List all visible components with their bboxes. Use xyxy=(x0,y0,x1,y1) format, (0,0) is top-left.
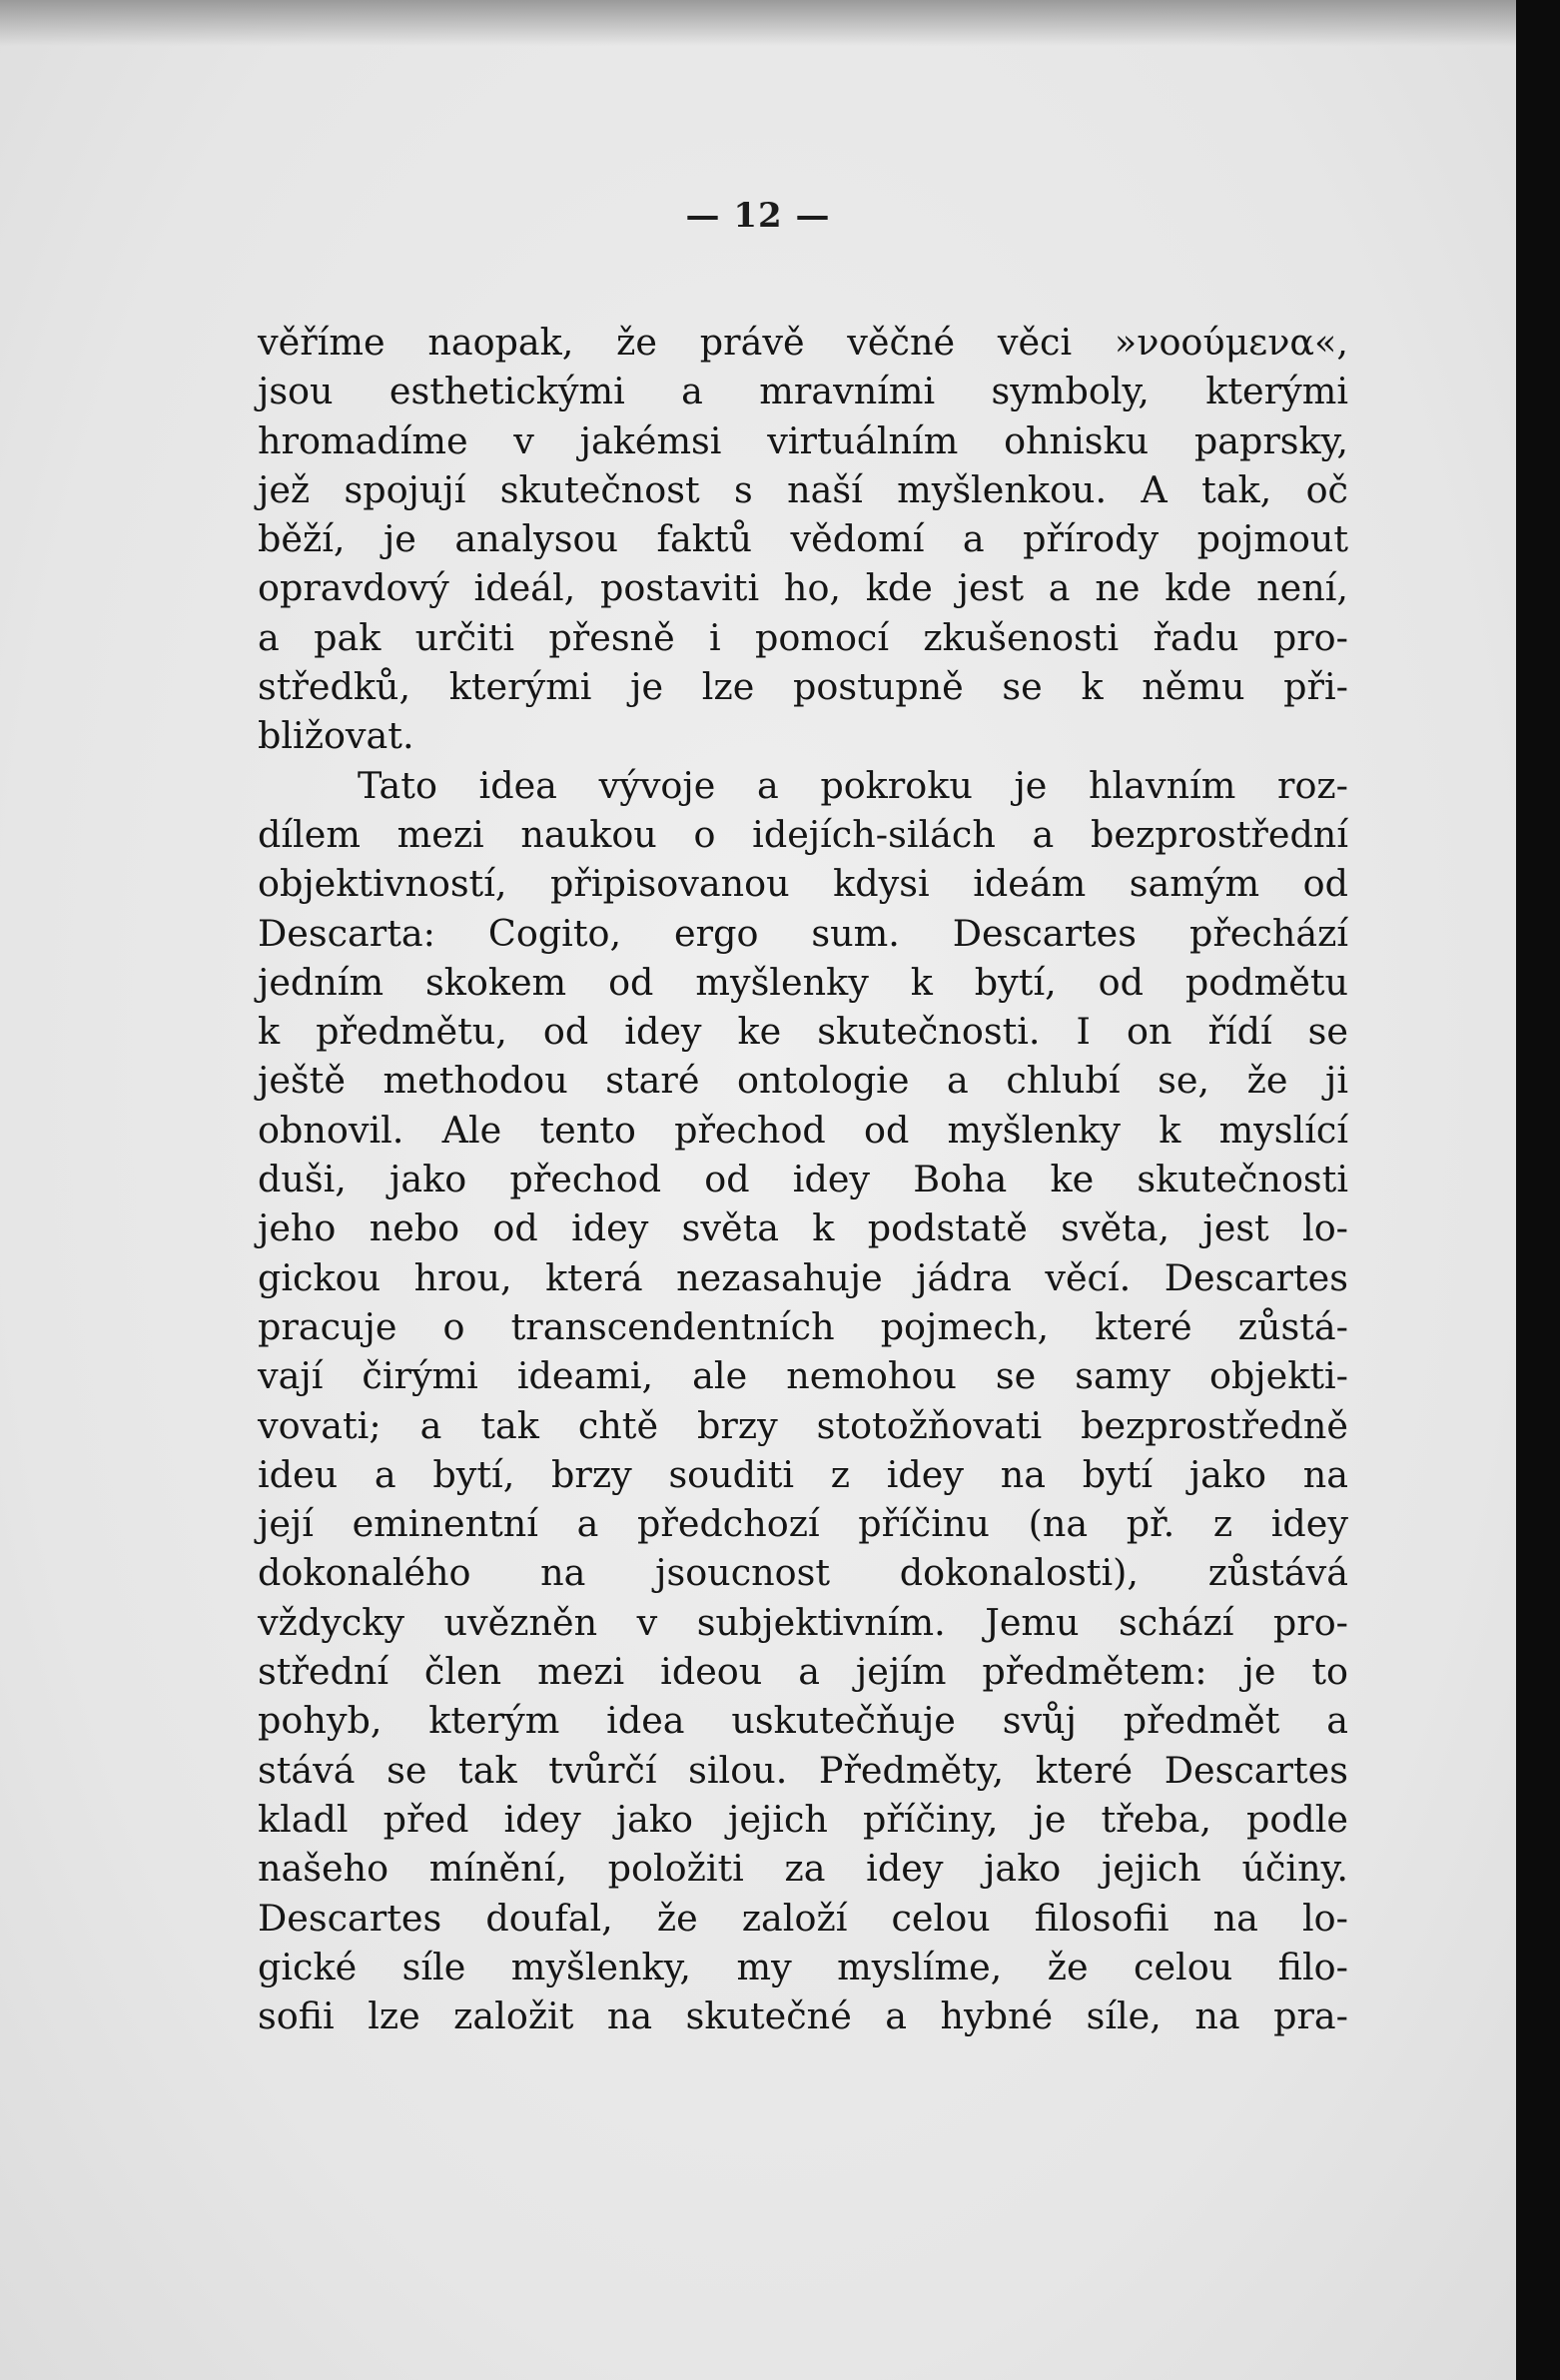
text-line: jež spojují skutečnost s naší myšlenkou. A tak, oč xyxy=(258,467,1348,511)
text-line: k předmětu, od idey ke skutečnosti. I on řídí se xyxy=(258,1010,1348,1054)
text-line: střední člen mezi ideou a jejím předmětem: je to xyxy=(258,1650,1348,1694)
text-line: středků, kterými je lze postupně se k němu při- xyxy=(258,665,1348,709)
text-line: Descartes doufal, že založí celou filosofii na lo- xyxy=(258,1896,1348,1940)
text-line: věříme naopak, že právě věčné věci »νοούμενα«, xyxy=(258,321,1348,364)
text-line: jedním skokem od myšlenky k bytí, od podmětu xyxy=(258,960,1348,1004)
page-number: — 12 — xyxy=(685,196,831,236)
text-line: sofii lze založit na skutečné a hybné síle, na pra- xyxy=(258,1994,1348,2038)
text-line: kladl před idey jako jejich příčiny, je třeba, podle xyxy=(258,1797,1348,1841)
text-line: objektivností, připisovanou kdysi ideám samým od xyxy=(258,862,1348,906)
text-line: vždycky uvězněn v subjektivním. Jemu schází pro- xyxy=(258,1600,1348,1644)
text-line: stává se tak tvůrčí silou. Předměty, které Descartes xyxy=(258,1748,1348,1792)
text-line: ještě methodou staré ontologie a chlubí se, že ji xyxy=(258,1059,1348,1103)
text-line: jsou esthetickými a mravními symboly, kterými xyxy=(258,370,1348,413)
text-line: obnovil. Ale tento přechod od myšlenky k myslící xyxy=(258,1108,1348,1152)
text-line: pohyb, kterým idea uskutečňuje svůj předmět a xyxy=(258,1699,1348,1743)
text-line: vovati; a tak chtě brzy stotožňovati bezprostředně xyxy=(258,1403,1348,1447)
text-line: běží, je analysou faktů vědomí a přírody pojmout xyxy=(258,517,1348,561)
text-line: ideu a bytí, brzy souditi z idey na bytí jako na xyxy=(258,1452,1348,1496)
page-top-shadow xyxy=(0,0,1516,46)
text-line: její eminentní a předchozí příčinu (na př. z idey xyxy=(258,1502,1348,1546)
text-line: gickou hrou, která nezasahuje jádra věcí. Descartes xyxy=(258,1255,1348,1299)
text-line: jeho nebo od idey světa k podstatě světa, jest lo- xyxy=(258,1206,1348,1250)
text-line: vají čirými ideami, ale nemohou se samy objekti- xyxy=(258,1354,1348,1398)
text-line: našeho mínění, položiti za idey jako jejich účiny. xyxy=(258,1847,1348,1891)
text-line: Tato idea vývoje a pokroku je hlavním roz- xyxy=(358,763,1348,807)
text-line: duši, jako přechod od idey Boha ke skutečnosti xyxy=(258,1158,1348,1201)
text-line: gické síle myšlenky, my myslíme, že celou filo- xyxy=(258,1945,1348,1988)
text-line: Descarta: Cogito, ergo sum. Descartes přechází xyxy=(258,911,1348,955)
text-line: a pak určiti přesně i pomocí zkušenosti řadu pro- xyxy=(258,615,1348,659)
text-line: hromadíme v jakémsi virtuálním ohnisku paprsky, xyxy=(258,418,1348,462)
text-line: opravdový ideál, postaviti ho, kde jest a ne kde není, xyxy=(258,566,1348,610)
scan-dark-edge xyxy=(1516,0,1560,2380)
text-line: pracuje o transcendentních pojmech, které zůstá- xyxy=(258,1304,1348,1348)
text-line: dokonalého na jsoucnost dokonalosti), zůstává xyxy=(258,1551,1348,1595)
text-line: bližovat. xyxy=(258,714,414,758)
text-line: dílem mezi naukou o idejích-silách a bezprostřední xyxy=(258,812,1348,856)
body-text xyxy=(258,318,1348,2040)
